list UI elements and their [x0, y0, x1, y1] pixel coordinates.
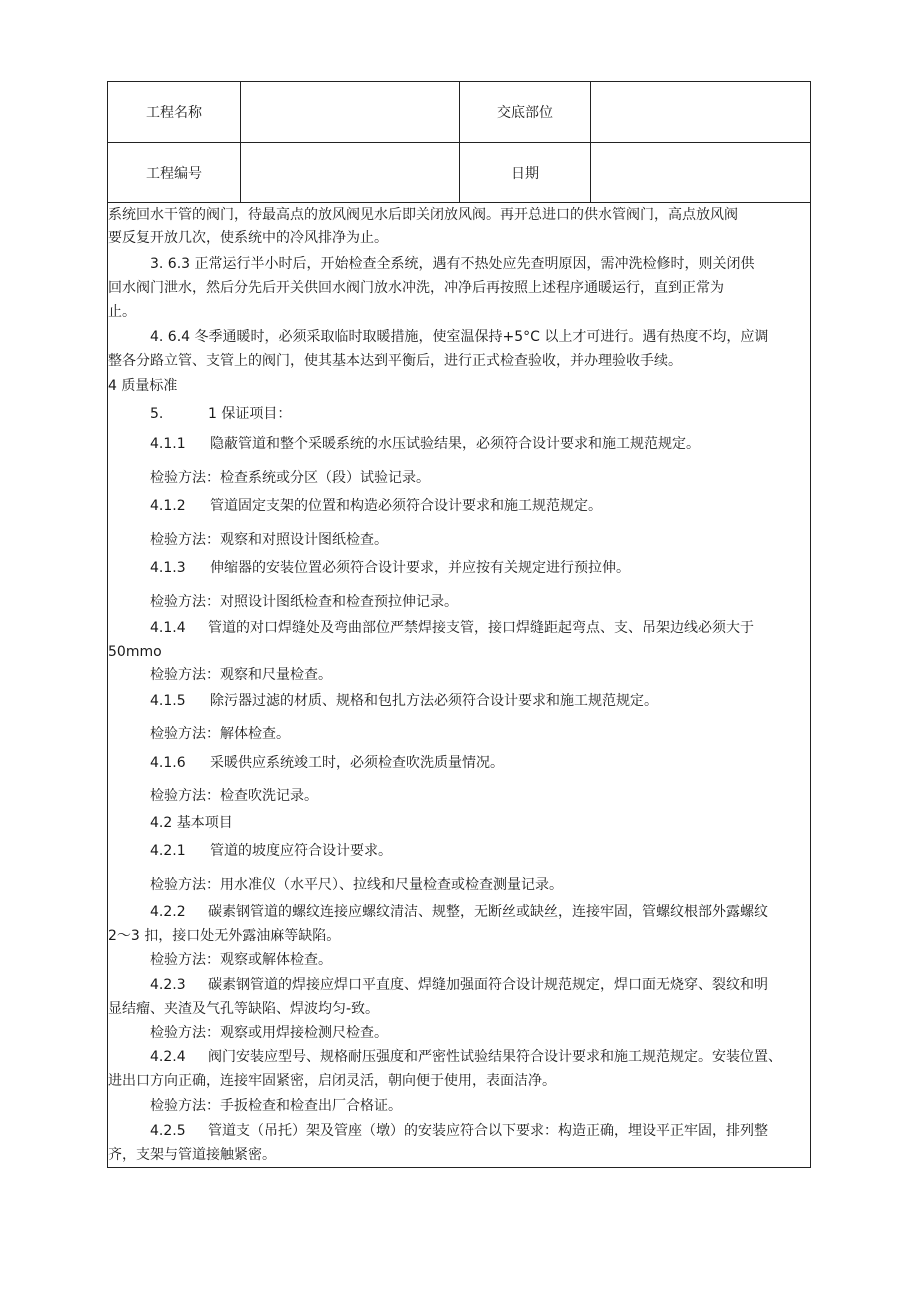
inspection-method: 检验方法：观察和尺量检查。 [150, 667, 332, 683]
section-heading: 4.2 基本项目 [150, 815, 233, 831]
section-heading: 4 质量标准 [108, 378, 178, 394]
project-name-field[interactable] [241, 82, 460, 142]
clause [108, 495, 810, 517]
item-number: 4.2.1 [150, 843, 186, 859]
item-text: 管道的对口焊缝处及弯曲部位严禁焊接支管，接口焊缝距起弯点、支、吊架边线必须大于 [208, 620, 754, 636]
text-line: 进出口方向正确，连接牢固紧密，启闭灵活，朝向便于使用，表面洁净。 [108, 1073, 556, 1089]
item-text: 采暖供应系统竣工时，必须检查吹洗质量情况。 [210, 755, 504, 771]
item-text: 碳素钢管道的螺纹连接应螺纹清洁、规整，无断丝或缺丝，连接牢固，管螺纹根部外露螺纹 [208, 904, 768, 920]
text-line: 4. 6.4 冬季通暖时，必须采取临时取暖措施，使室温保持+5°C 以上才可进行。遇有热度不均，应调 [150, 329, 769, 345]
clause [108, 617, 810, 639]
item-number: 4.1.1 [150, 436, 186, 452]
clause [108, 752, 810, 774]
inspection-method: 检验方法：观察和对照设计图纸检查。 [150, 532, 388, 548]
clause [108, 1046, 810, 1068]
clause [108, 1120, 810, 1142]
item-text: 阀门安装应型号、规格耐压强度和严密性试验结果符合设计要求和施工规范规定。安装位置、 [208, 1049, 782, 1065]
header-row-1 [108, 82, 810, 143]
clause [108, 974, 810, 996]
project-no-field[interactable] [241, 143, 460, 202]
item-text: 管道支（吊托）架及管座（墩）的安装应符合以下要求：构造正确，埋设平正牢固，排列整 [208, 1123, 768, 1139]
location-label: 交底部位 [460, 82, 591, 142]
location-field[interactable] [591, 82, 810, 142]
text-line: 整各分路立管、支管上的阀门，使其基本达到平衡后，进行正式检查验收，并办理验收手续。 [108, 353, 682, 369]
text-line: 回水阀门泄水，然后分先后开关供回水阀门放水冲洗，冲净后再按照上述程序通暖运行，直到正常为 [108, 280, 724, 296]
item-text: 隐蔽管道和整个采暖系统的水压试验结果，必须符合设计要求和施工规范规定。 [210, 436, 700, 452]
inspection-method: 检验方法：观察或用焊接检测尺检查。 [150, 1025, 388, 1041]
clause [108, 433, 810, 455]
inspection-method: 检验方法：检查系统或分区（段）试验记录。 [150, 470, 430, 486]
project-no-label: 工程编号 [108, 143, 241, 202]
item-text: 伸缩器的安装位置必须符合设计要求，并应按有关规定进行预拉伸。 [210, 560, 630, 576]
item-number: 4.2.4 [150, 1049, 186, 1065]
item-number: 4.2.5 [150, 1123, 186, 1139]
text-line: 齐，支架与管道接触紧密。 [108, 1147, 276, 1163]
text-line: 止。 [108, 304, 136, 320]
clause [108, 557, 810, 579]
item-number: 4.2.2 [150, 904, 186, 920]
technical-briefing-form [107, 81, 811, 1168]
inspection-method: 检验方法：检查吹洗记录。 [150, 788, 318, 804]
date-label: 日期 [460, 143, 591, 202]
text-line: 50mmo [108, 644, 162, 660]
item-text: 1 保证项目： [208, 406, 292, 422]
inspection-method: 检验方法：用水准仪（水平尺）、拉线和尺量检查或检查测量记录。 [150, 877, 563, 893]
item-text: 管道的坡度应符合设计要求。 [210, 843, 392, 859]
item-number: 4.1.3 [150, 560, 186, 576]
sub-heading [108, 403, 810, 425]
clause [108, 690, 810, 712]
header-row-2 [108, 143, 810, 203]
item-number: 4.1.4 [150, 620, 186, 636]
text-line: 系统回水干管的阀门，待最高点的放风阀见水后即关闭放风阀。再开总进口的供水管阀门，高点放风阀 [108, 207, 738, 223]
clause [108, 840, 810, 862]
item-number: 5. [150, 406, 164, 422]
item-number: 4.2.3 [150, 977, 186, 993]
project-name-label: 工程名称 [108, 82, 241, 142]
item-text: 管道固定支架的位置和构造必须符合设计要求和施工规范规定。 [210, 498, 602, 514]
inspection-method: 检验方法：手扳检查和检查出厂合格证。 [150, 1098, 402, 1114]
text-line: 2～3 扣，接口处无外露油麻等缺陷。 [108, 928, 341, 944]
item-number: 4.1.6 [150, 755, 186, 771]
text-line: 3. 6.3 正常运行半小时后，开始检查全系统，遇有不热处应先查明原因，需冲洗检修时，则关闭供 [150, 256, 755, 272]
text-line: 显结瘤、夹渣及气孔等缺陷、焊波均匀-致。 [108, 1001, 380, 1017]
item-text: 除污器过滤的材质、规格和包扎方法必须符合设计要求和施工规范规定。 [210, 693, 658, 709]
inspection-method: 检验方法：解体检查。 [150, 726, 290, 742]
item-number: 4.1.2 [150, 498, 186, 514]
text-line: 要反复开放几次，使系统中的冷风排净为止。 [108, 230, 388, 246]
inspection-method: 检验方法：对照设计图纸检查和检查预拉伸记录。 [150, 594, 458, 610]
item-text: 碳素钢管道的焊接应焊口平直度、焊缝加强面符合设计规范规定，焊口面无烧穿、裂纹和明 [208, 977, 768, 993]
item-number: 4.1.5 [150, 693, 186, 709]
inspection-method: 检验方法：观察或解体检查。 [150, 952, 332, 968]
clause [108, 901, 810, 923]
date-field[interactable] [591, 143, 810, 202]
